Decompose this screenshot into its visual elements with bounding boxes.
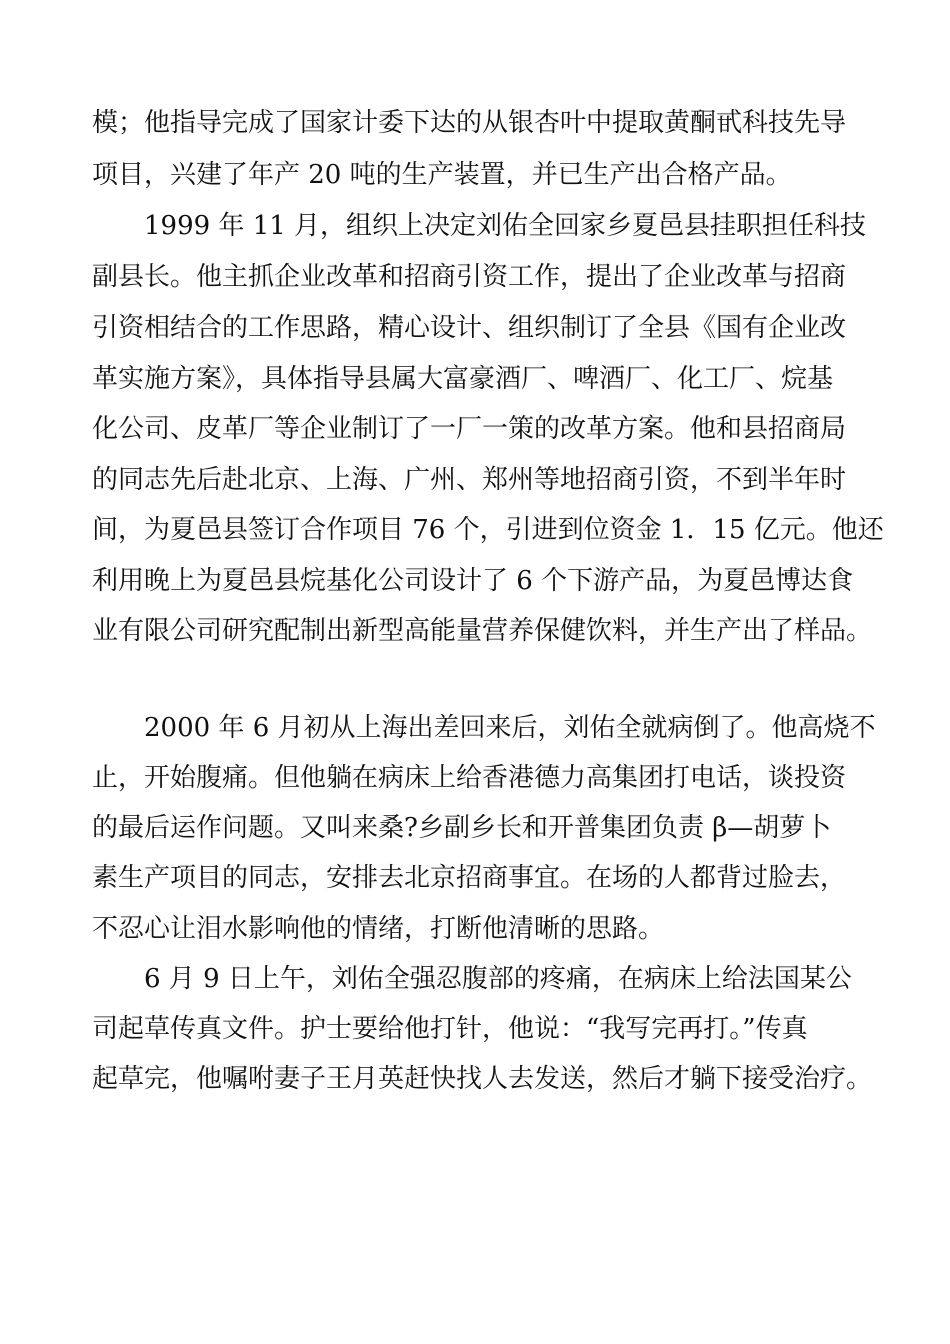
paragraph-start: 2000 年 6 月初从上海出差回来后，刘佑全就病倒了。他高烧不 — [144, 713, 876, 743]
text-line: 化公司、皮革厂等企业制订了一厂一策的改革方案。他和县招商局 — [92, 414, 847, 444]
text-line: 副县长。他主抓企业改革和招商引资工作，提出了企业改革与招商 — [92, 262, 847, 292]
text-line: 司起草传真文件。护士要给他打针，他说：“我写完再打。”传真 — [92, 1014, 808, 1044]
text-line: 模；他指导完成了国家计委下达的从银杏叶中提取黄酮甙科技先导 — [92, 108, 847, 138]
paragraph-start: 1999 年 11 月，组织上决定刘佑全回家乡夏邑县挂职担任科技 — [144, 211, 867, 241]
text-line: 引资相结合的工作思路，精心设计、组织制订了全县《国有企业改 — [92, 313, 847, 343]
text-line: 业有限公司研究配制出新型高能量营养保健饮料，并生产出了样品。 — [92, 616, 873, 646]
text-line: 革实施方案》，具体指导县属大富豪酒厂、啤酒厂、化工厂、烷基 — [92, 364, 834, 394]
text-line: 起草完，他嘱咐妻子王月英赶快找人去发送，然后才躺下接受治疗。 — [92, 1064, 873, 1094]
text-line: 的最后运作问题。又叫来桑?乡副乡长和开普集团负责 β—胡萝卜 — [92, 813, 832, 843]
text-line: 的同志先后赴北京、上海、广州、郑州等地招商引资，不到半年时 — [92, 465, 847, 495]
text-line: 止，开始腹痛。但他躺在病床上给香港德力高集团打电话，谈投资 — [92, 763, 847, 793]
text-line: 利用晚上为夏邑县烷基化公司设计了 6 个下游产品，为夏邑博达食 — [92, 566, 854, 596]
text-line: 不忍心让泪水影响他的情绪，打断他清晰的思路。 — [92, 914, 665, 944]
paragraph-start: 6 月 9 日上午，刘佑全强忍腹部的疼痛，在病床上给法国某公 — [144, 964, 852, 994]
text-line: 间，为夏邑县签订合作项目 76 个，引进到位资金 1．15 亿元。他还 — [92, 515, 884, 545]
text-line: 素生产项目的同志，安排去北京招商事宜。在场的人都背过脸去， — [92, 863, 847, 893]
text-line: 项目，兴建了年产 20 吨的生产装置，并已生产出合格产品。 — [92, 160, 792, 190]
